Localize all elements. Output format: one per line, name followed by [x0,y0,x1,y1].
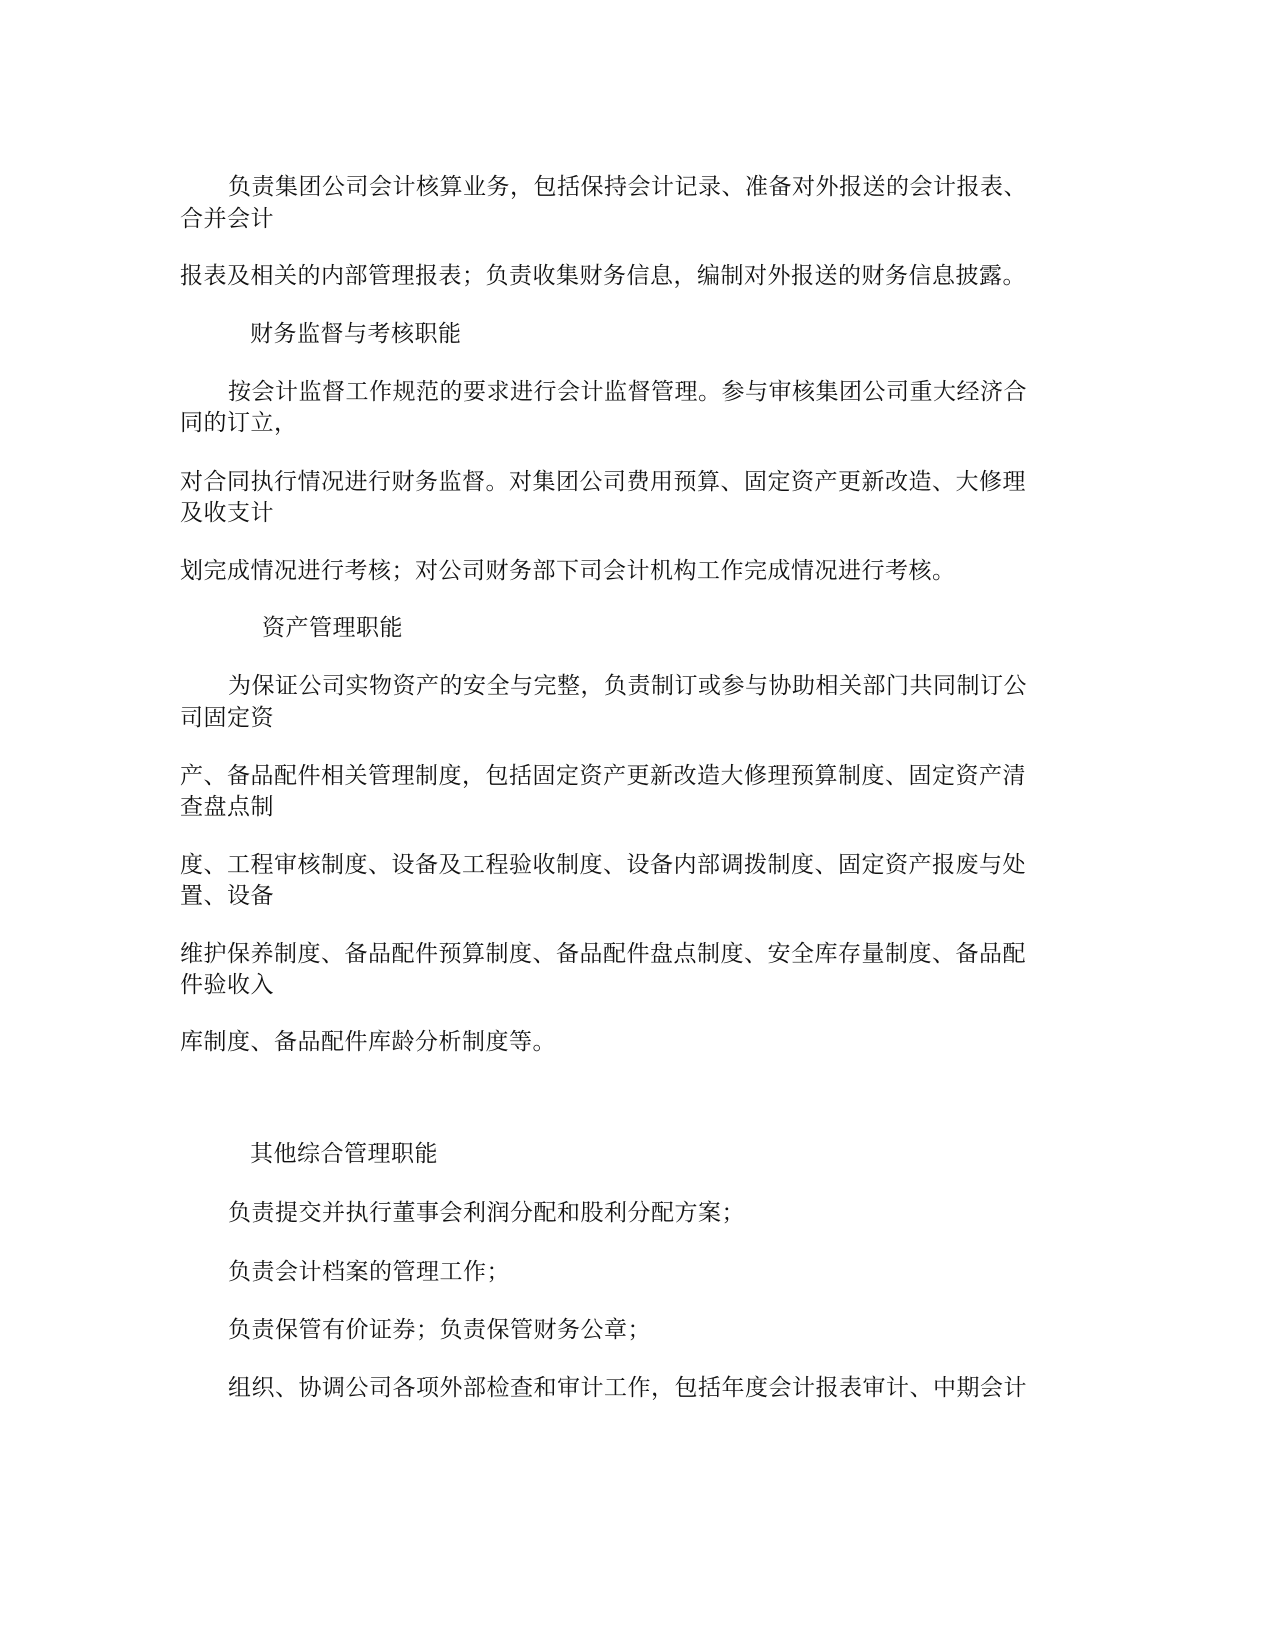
paragraph-supervision-line-2: 同的订立， [180,410,298,436]
paragraph-supervision-line-1: 按会计监督工作规范的要求进行会计监督管理。参与审核集团公司重大经济合 [228,379,1027,405]
section-heading-supervision: 财务监督与考核职能 [250,321,462,347]
paragraph-assets-line-5: 度、工程审核制度、设备及工程验收制度、设备内部调拨制度、固定资产报废与处 [180,852,1026,878]
paragraph-accounting-line-2: 合并会计 [180,206,274,232]
paragraph-accounting-line-3: 报表及相关的内部管理报表；负责收集财务信息，编制对外报送的财务信息披露。 [180,263,1026,289]
section-heading-assets: 资产管理职能 [262,615,403,641]
section-heading-other: 其他综合管理职能 [250,1141,438,1167]
paragraph-supervision-line-3: 对合同执行情况进行财务监督。对集团公司费用预算、固定资产更新改造、大修理 [180,469,1026,495]
list-item-audit-coordination: 组织、协调公司各项外部检查和审计工作，包括年度会计报表审计、中期会计 [228,1375,1027,1401]
paragraph-accounting-line-1: 负责集团公司会计核算业务，包括保持会计记录、准备对外报送的会计报表、 [228,174,1027,200]
paragraph-assets-line-4: 查盘点制 [180,794,274,820]
paragraph-assets-line-7: 维护保养制度、备品配件预算制度、备品配件盘点制度、安全库存量制度、备品配 [180,941,1026,967]
list-item-profit-distribution: 负责提交并执行董事会利润分配和股利分配方案； [228,1200,745,1226]
list-item-securities-seal: 负责保管有价证券；负责保管财务公章； [228,1317,651,1343]
paragraph-supervision-line-4: 及收支计 [180,500,274,526]
paragraph-assets-line-1: 为保证公司实物资产的安全与完整，负责制订或参与协助相关部门共同制订公 [228,673,1027,699]
paragraph-supervision-line-5: 划完成情况进行考核；对公司财务部下司会计机构工作完成情况进行考核。 [180,558,956,584]
paragraph-assets-line-8: 件验收入 [180,972,274,998]
paragraph-assets-line-9: 库制度、备品配件库龄分析制度等。 [180,1029,556,1055]
paragraph-assets-line-3: 产、备品配件相关管理制度，包括固定资产更新改造大修理预算制度、固定资产清 [180,763,1026,789]
paragraph-assets-line-6: 置、设备 [180,883,274,909]
paragraph-assets-line-2: 司固定资 [180,705,274,731]
list-item-archives: 负责会计档案的管理工作； [228,1259,510,1285]
